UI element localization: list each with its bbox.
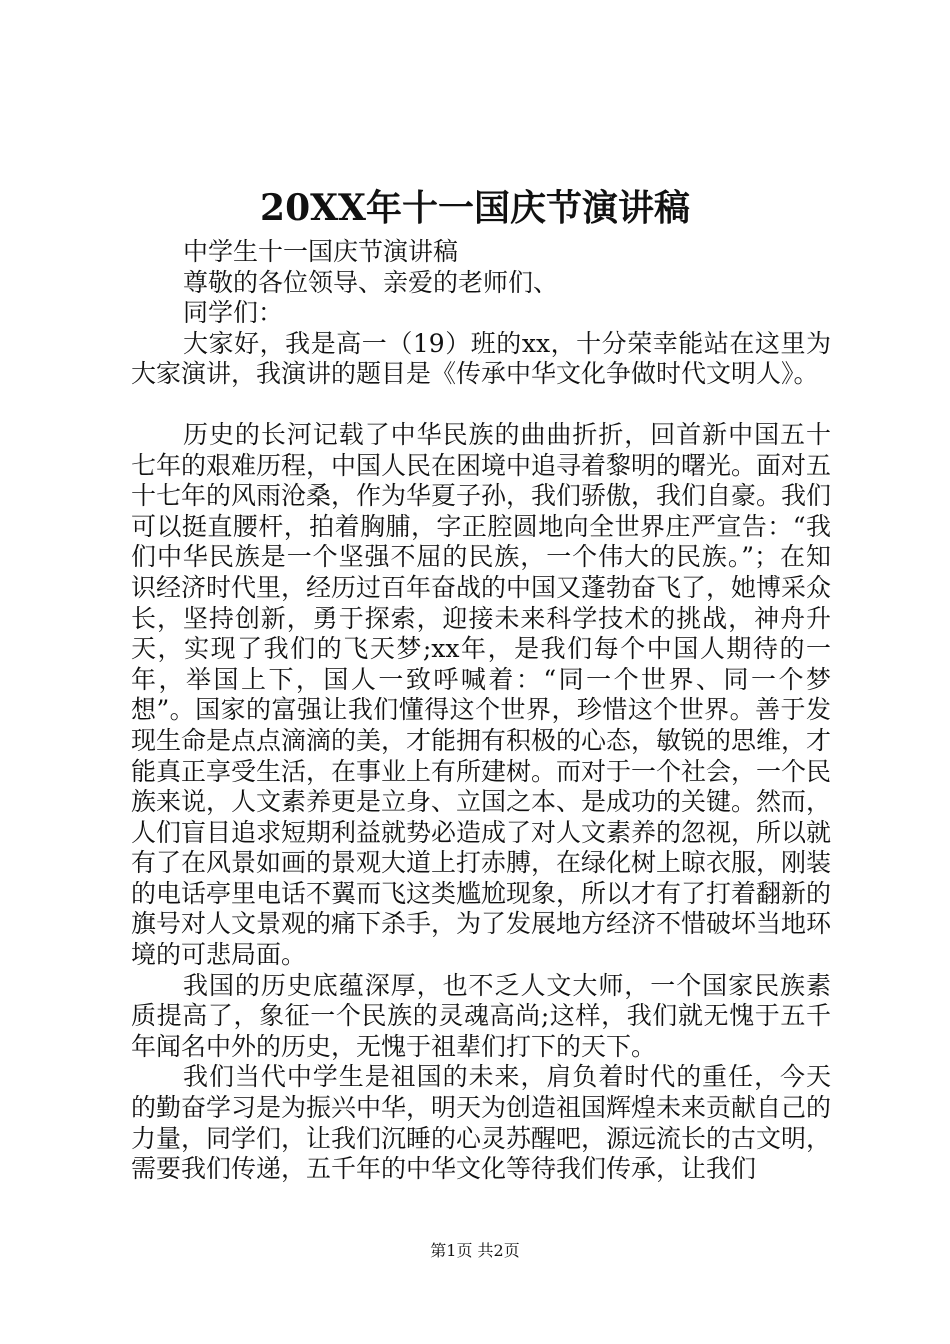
page-footer: 第1页 共2页 xyxy=(430,1241,520,1260)
salutation-line-1: 尊敬的各位领导、亲爱的老师们、 xyxy=(183,267,559,297)
paragraph: 大家好，我是高一（19）班的xx，十分荣幸能站在这里为大家演讲，我演讲的题目是《传承中华文化争做时代文明人》。 xyxy=(131,328,831,389)
subtitle-line: 中学生十一国庆节演讲稿 xyxy=(183,237,459,266)
paragraph-spacer xyxy=(131,390,831,420)
document-title: 20XX年十一国庆节演讲稿 xyxy=(260,187,690,229)
paragraph: 我们当代中学生是祖国的未来，肩负着时代的重任，今天的勤奋学习是为振兴中华，明天为创造祖国辉煌未来贡献自己的力量，同学们，让我们沉睡的心灵苏醒吧，源远流长的古文明，需要我们传递，五千年的中华文化等待我们传承，让我们 xyxy=(131,1062,832,1184)
paragraph: 历史的长河记载了中华民族的曲曲折折，回首新中国五十七年的艰难历程，中国人民在困境中追寻着黎明的曙光。面对五十七年的风雨沧桑，作为华夏子孙，我们骄傲，我们自豪。我们可以挺直腰杆，拍着胸脯，字正腔圆地向全世界庄严宣告：“我们中华民族是一个坚强不屈的民族，一个伟大的民族。”；在知识经济时代里，经历过百年奋战的中国又蓬勃奋飞了，她博采众长，坚持创新，勇于探索，迎接未来科学技术的挑战，神舟升天，实现了我们的飞天梦;xx年，是我们每个中国人期待的一年，举国上下，国人一致呼喊着：“同一个世界、同一个梦想”。国家的富强让我们懂得这个世界，珍惜这个世界。善于发现生命是点点滴滴的美，才能拥有积极的心态，敏锐的思维，才能真正享受生活，在事业上有所建树。而对于一个社会，一个民族来说，人文素养更是立身、立国之本、是成功的关键。然而，人们盲目追求短期利益就势必造成了对人文素养的忽视，所以就有了在风景如画的景观大道上打赤膊，在绿化树上晾衣服，刚装的电话亭里电话不翼而飞这类尴尬现象，所以才有了打着翻新的旗号对人文景观的痛下杀手，为了发展地方经济不惜破坏当地环境的可悲局面。 xyxy=(131,419,832,970)
document-body xyxy=(131,237,831,1185)
paragraph: 我国的历史底蕴深厚，也不乏人文大师，一个国家民族素质提高了，象征一个民族的灵魂高尚;这样，我们就无愧于五千年闻名中外的历史，无愧于祖辈们打下的天下。 xyxy=(131,970,831,1061)
salutation-line-2: 同学们： xyxy=(183,298,284,328)
